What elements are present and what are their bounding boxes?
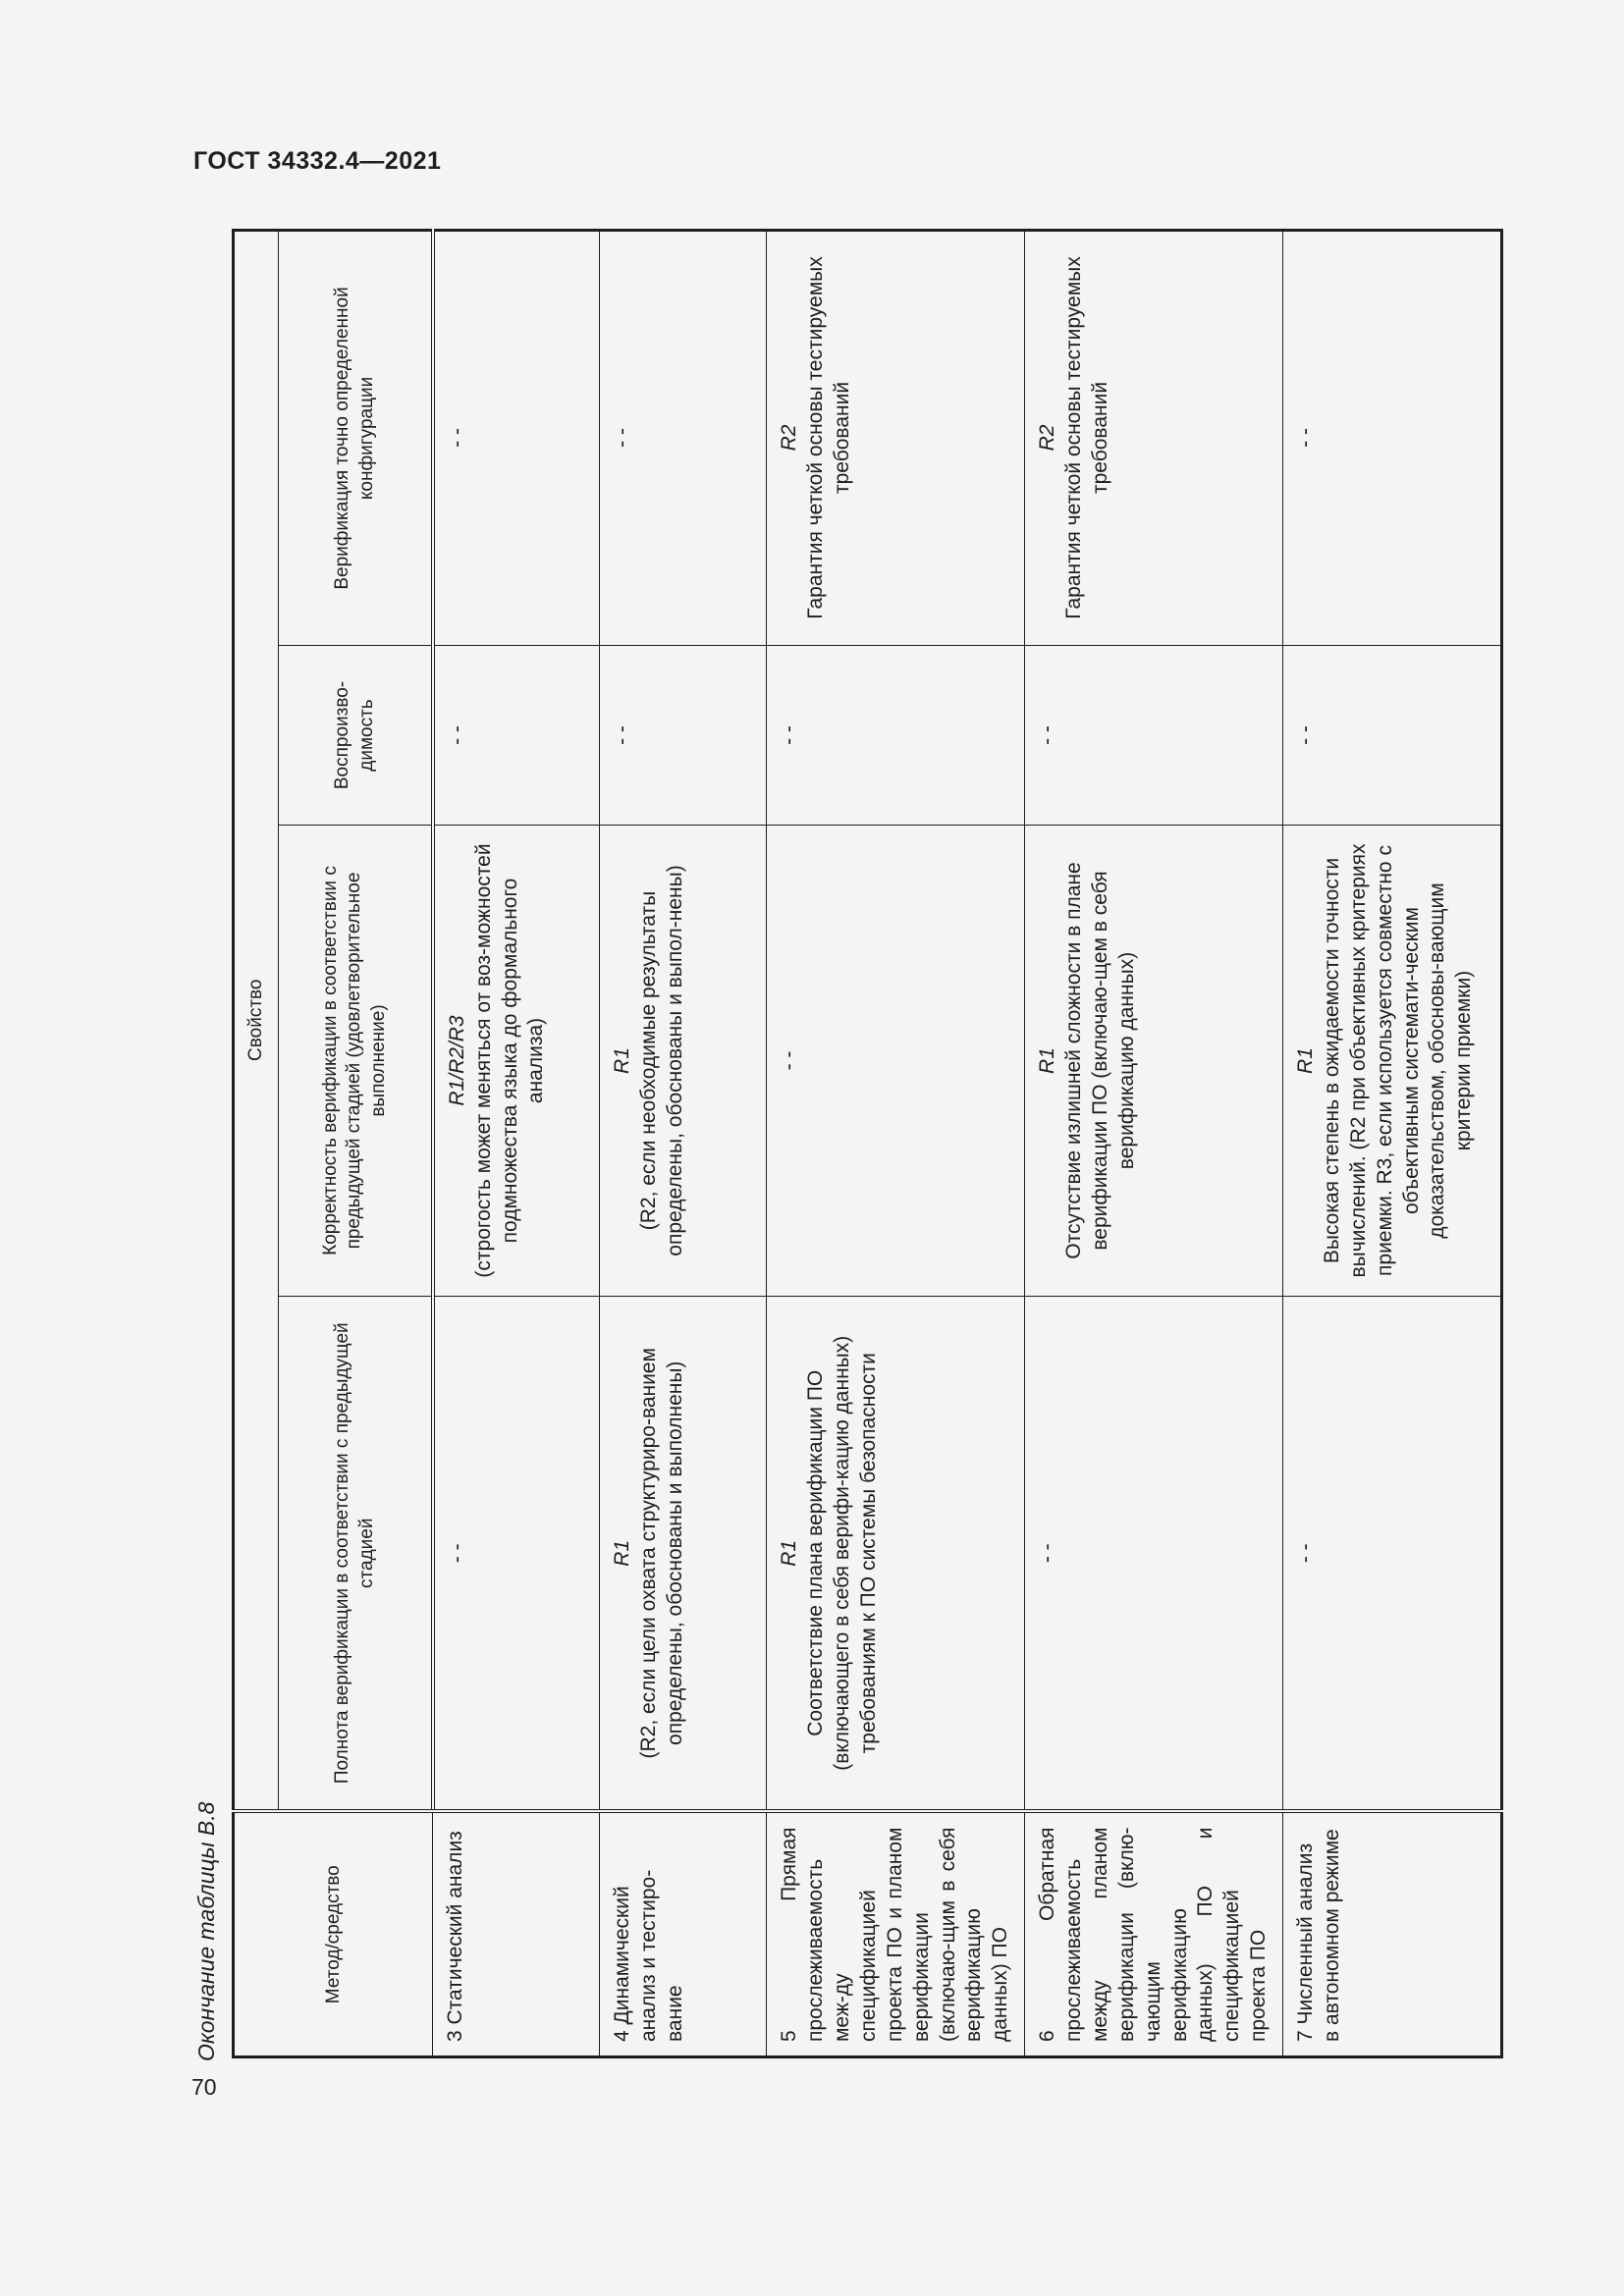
reproducibility-cell	[1025, 646, 1283, 826]
header-method: Метод/средство	[234, 1812, 433, 2057]
document-title: ГОСТ 34332.4—2021	[193, 147, 442, 175]
method-text: 4 Динамический анализ и тестиро-вание	[611, 1869, 687, 2042]
method-text: 6 Обратная прослеживаемость между планом верификации (вклю-чающим верификацию данных) ПО и спецификацией проекта ПО	[1036, 1827, 1271, 2042]
reproducibility-cell	[1283, 646, 1502, 826]
rating: R1	[778, 1539, 801, 1567]
cell-text: - -	[1294, 1543, 1318, 1564]
cell-text: - -	[778, 1050, 801, 1071]
cell-text: - -	[1036, 1543, 1059, 1564]
header-configuration: Верификация точно определенной конфигурации	[279, 230, 433, 645]
cell-text: Гарантия четкой основы тестируемых требований	[804, 256, 854, 619]
completeness-cell	[1025, 1297, 1283, 1812]
table-row	[600, 230, 767, 2056]
table-row	[767, 230, 1025, 2056]
header-completeness: Полнота верификации в соответствии с предыдущей стадией	[279, 1297, 433, 1812]
cell-text: Соответствие плана верификации ПО (включающего в себя верифи-кацию данных) требованиям к ПО системы безопасности	[804, 1335, 880, 1771]
correctness-cell	[1025, 826, 1283, 1297]
method-text: 7 Численный анализ в автономном режиме	[1294, 1829, 1343, 2042]
method-cell	[1283, 1812, 1502, 2057]
header-reproducibility: Воспроизво-димость	[279, 646, 433, 826]
completeness-cell	[433, 1297, 600, 1812]
rating: R1	[611, 1539, 634, 1567]
correctness-cell	[1283, 826, 1502, 1297]
rating: R1	[1036, 1047, 1059, 1074]
method-cell	[1025, 1812, 1283, 2057]
completeness-cell	[600, 1297, 767, 1812]
table-row	[1025, 230, 1283, 2056]
page-number: 70	[191, 2074, 217, 2100]
cell-text: Высокая степень в ожидаемости точности вычислений. (R2 при объективных критериях приемки. R3, если используется совместно с объективным системати-ческим доказательством, обосновы-вающим критерии приемки)	[1320, 843, 1476, 1278]
reproducibility-cell	[600, 646, 767, 826]
cell-text: - -	[611, 428, 634, 448]
configuration-cell	[600, 230, 767, 645]
correctness-cell	[767, 826, 1025, 1297]
rating: R1	[1294, 1047, 1318, 1074]
configuration-cell	[1283, 230, 1502, 645]
method-cell	[767, 1812, 1025, 2057]
cell-text: - -	[611, 725, 634, 745]
cell-text: - -	[1036, 725, 1059, 745]
cell-text: Отсутствие излишней сложности в плане верификации ПО (включаю-щем в себя верификацию данных)	[1062, 862, 1138, 1259]
property-table	[232, 229, 1503, 2058]
table-row	[1283, 230, 1502, 2056]
rating: R1	[611, 1047, 634, 1074]
completeness-cell	[1283, 1297, 1502, 1812]
method-text: 5 Прямая прослеживаемость меж-ду спецификацией проекта ПО и планом верификации (включаю-щим в себя верификацию данных) ПО	[778, 1827, 1012, 2042]
completeness-cell	[767, 1297, 1025, 1812]
configuration-cell	[767, 230, 1025, 645]
cell-text: Гарантия четкой основы тестируемых требований	[1062, 256, 1111, 619]
cell-text: - -	[1294, 428, 1318, 448]
reproducibility-cell	[433, 646, 600, 826]
correctness-cell	[433, 826, 600, 1297]
table-row	[433, 230, 600, 2056]
configuration-cell	[433, 230, 600, 645]
method-text: 3 Статический анализ	[444, 1831, 467, 2042]
cell-text: (R2, если необходимые результаты определены, обоснованы и выпол-нены)	[637, 865, 687, 1256]
cell-text: - -	[445, 725, 468, 745]
rating: R1/R2/R3	[445, 1015, 468, 1106]
header-correctness: Корректность верификации в соответствии с предыдущей стадией (удовлетворительное выполнение)	[279, 826, 433, 1297]
reproducibility-cell	[767, 646, 1025, 826]
cell-text: - -	[1294, 725, 1318, 745]
correctness-cell	[600, 826, 767, 1297]
configuration-cell	[1025, 230, 1283, 645]
rating: R2	[778, 424, 801, 452]
cell-text: - -	[778, 725, 801, 745]
method-cell	[600, 1812, 767, 2057]
header-group-property: Свойство	[234, 230, 279, 1811]
rotated-table-frame	[232, 232, 1476, 2058]
cell-text: (строгость может меняться от воз-можностей подмножества языка до формального анализа)	[471, 843, 548, 1278]
rating: R2	[1036, 424, 1059, 452]
method-cell	[433, 1812, 600, 2057]
cell-text: - -	[445, 428, 468, 448]
cell-text: (R2, если цели охвата структуриро-ванием определены, обоснованы и выполнены)	[637, 1348, 687, 1759]
table-caption: Окончание таблицы В.8	[193, 1801, 219, 2061]
cell-text: - -	[445, 1543, 468, 1564]
